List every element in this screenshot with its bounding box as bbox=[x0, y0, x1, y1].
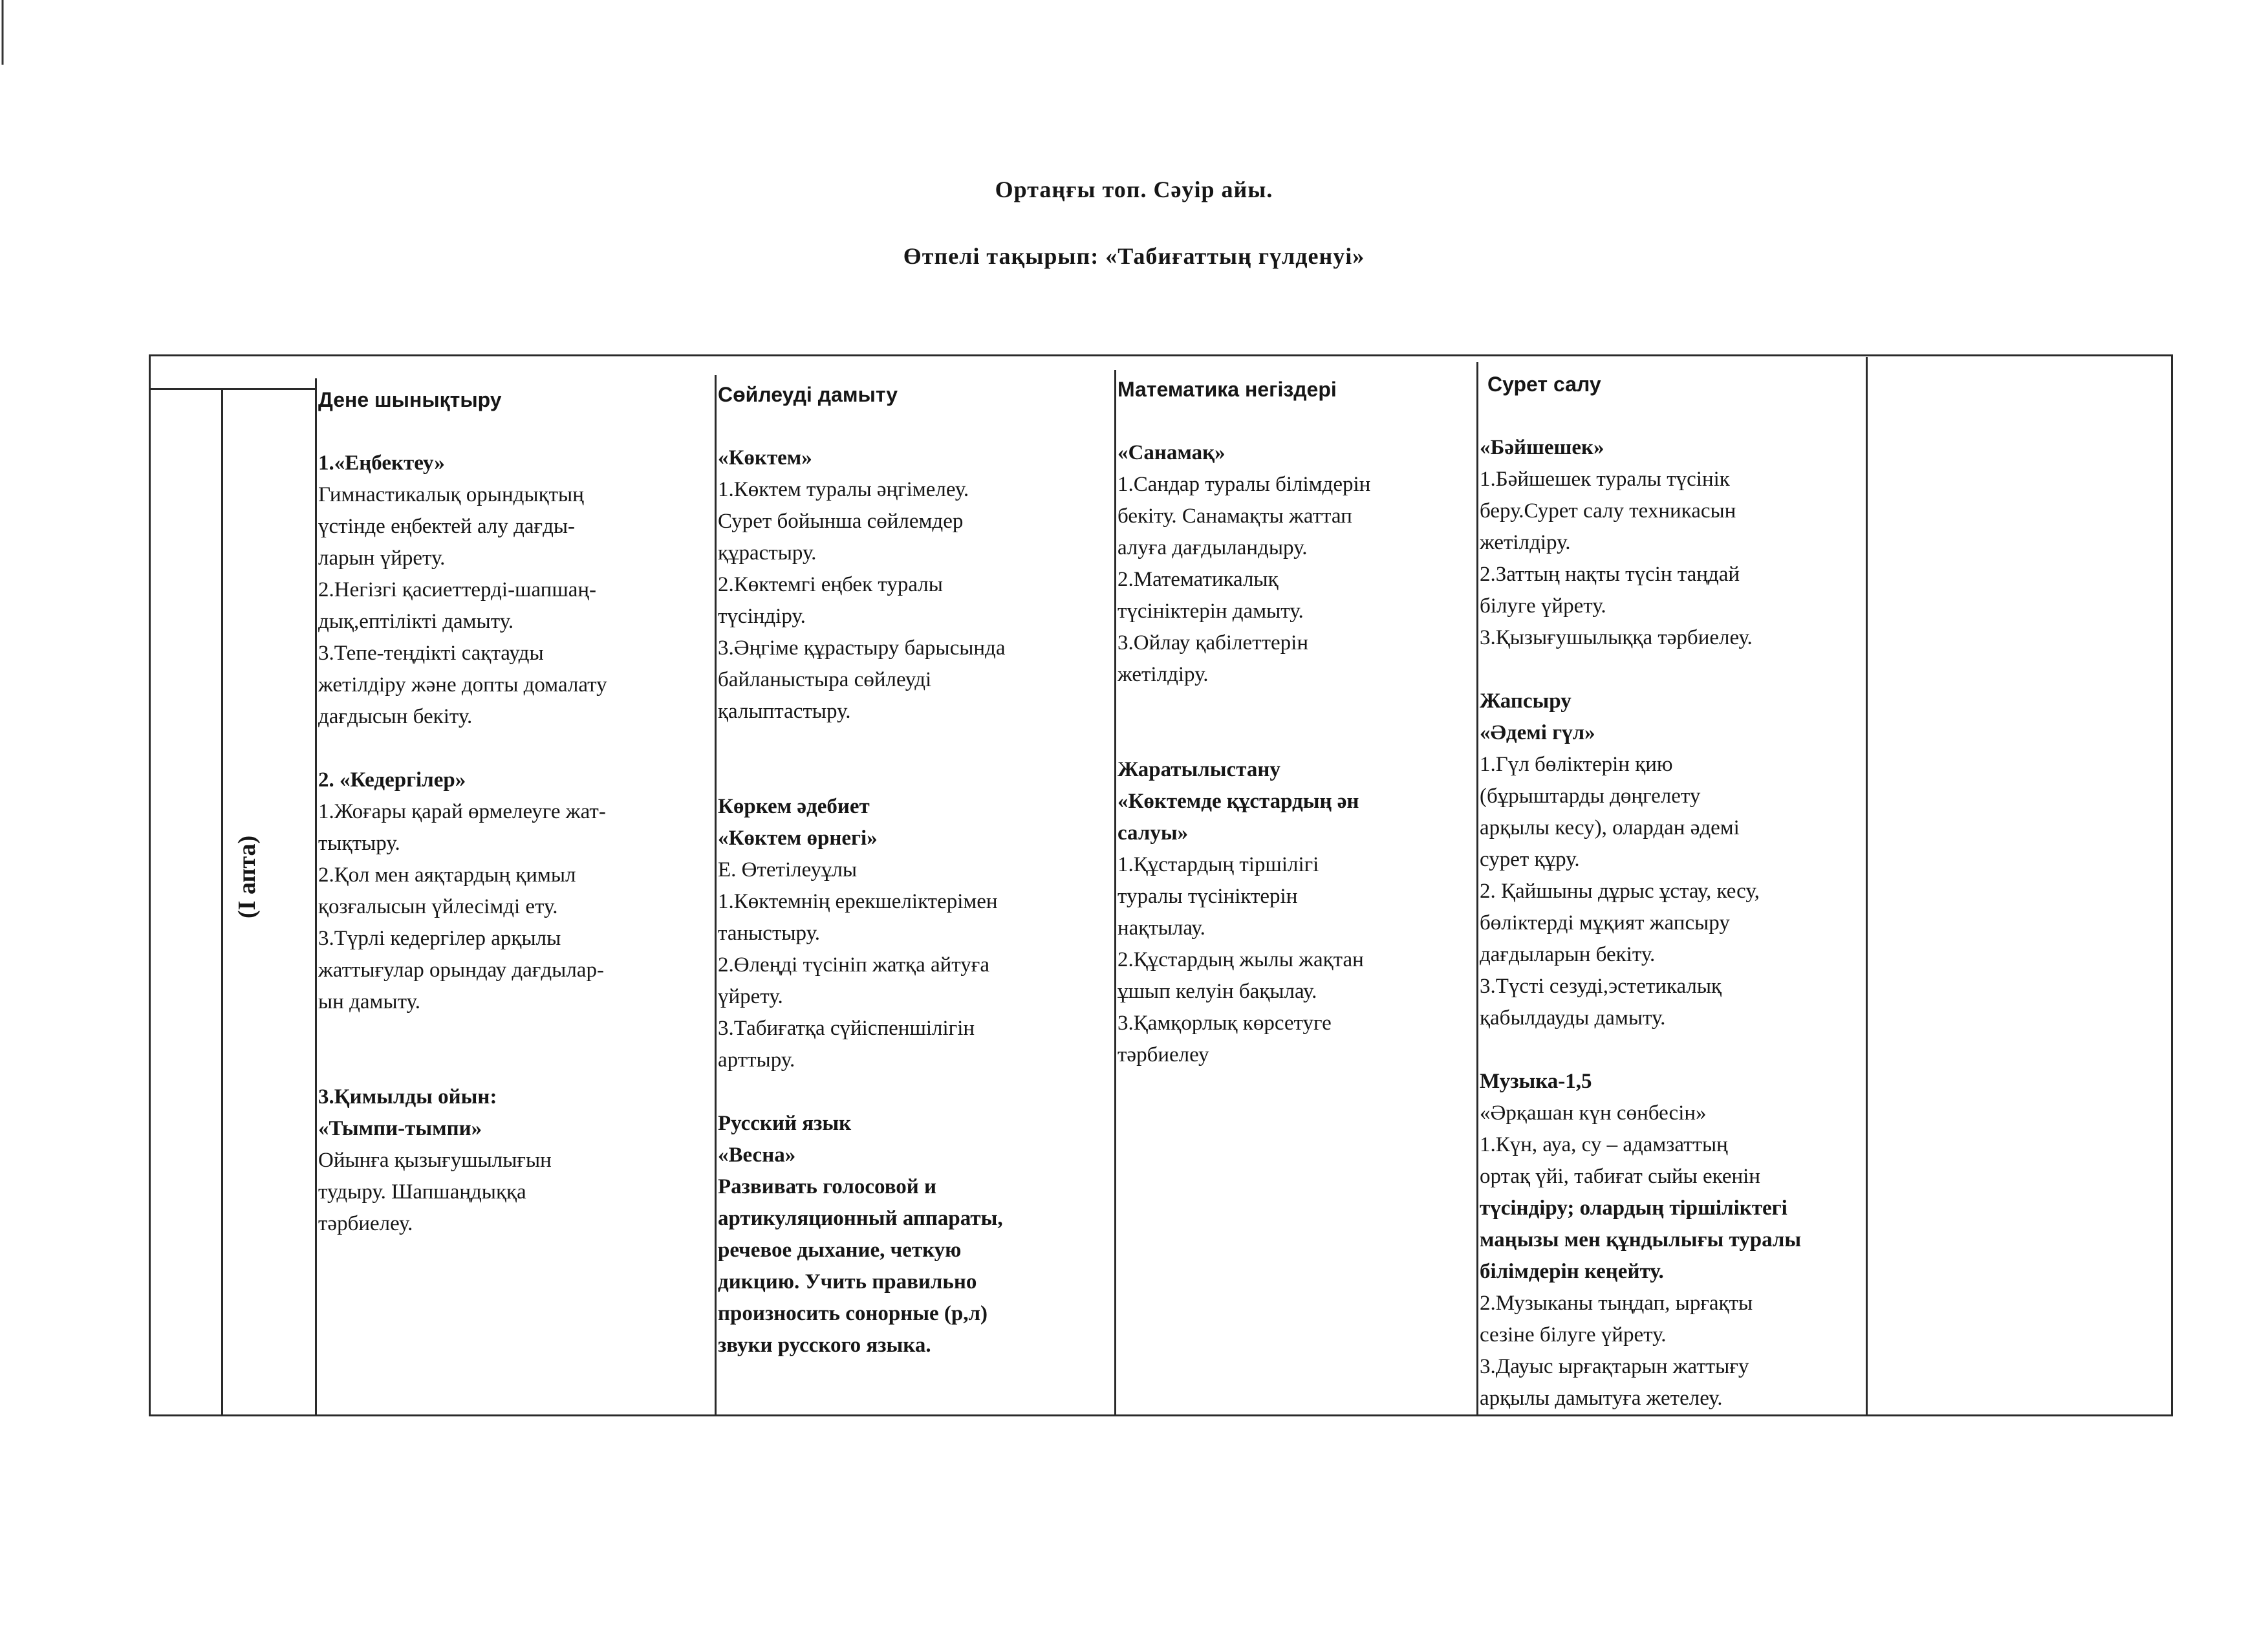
column-empty bbox=[1869, 362, 2170, 1410]
text-line: Сурет бойынша сөйлемдер bbox=[718, 510, 964, 533]
text-line: 3.Табиғатқа сүйіспеншілігін bbox=[718, 1017, 975, 1040]
text-line: 1.Көктем туралы әңгімелеу. bbox=[718, 478, 969, 501]
text-line: жетілдіру және допты домалату bbox=[318, 673, 607, 697]
text-line: звуки русского языка. bbox=[718, 1334, 931, 1357]
text-line: ортақ үйі, табиғат сыйы екенін bbox=[1480, 1165, 1760, 1188]
topic-title: 3.Қимылды ойын: bbox=[318, 1085, 497, 1109]
text-line: нақтылау. bbox=[1118, 916, 1205, 940]
subject-heading: Дене шынықтыру bbox=[318, 388, 502, 411]
topic-title: «Бәйшешек» bbox=[1480, 436, 1604, 459]
text-line: 1.Гүл бөліктерін қию bbox=[1480, 753, 1673, 776]
text-line: байланыстыра сөйлеуді bbox=[718, 668, 932, 691]
page-title: Ортаңғы топ. Сәуір айы. bbox=[995, 177, 1273, 202]
text-line: түсініктерін дамыту. bbox=[1118, 600, 1304, 623]
text-line: 1.Жоғары қарай өрмелеуге жат- bbox=[318, 800, 606, 823]
text-line: 2.Заттың нақты түсін таңдай bbox=[1480, 563, 1740, 586]
text-line: 2.Қол мен аяқтардың қимыл bbox=[318, 863, 576, 887]
text-line: 2.Көктемгі еңбек туралы bbox=[718, 573, 943, 596]
text-line: жетілдіру. bbox=[1480, 531, 1571, 554]
table-divider bbox=[715, 375, 717, 1416]
topic-title: 1.«Еңбектеу» bbox=[318, 451, 445, 475]
text-line: Е. Өтетілеуұлы bbox=[718, 858, 858, 882]
text-line: 3.Түрлі кедергілер арқылы bbox=[318, 927, 561, 950]
text-line: 3.Түсті сезуді,эстетикалық bbox=[1480, 975, 1722, 998]
text-line: дағдыларын бекіту. bbox=[1480, 943, 1656, 966]
text-line: 1.Бәйшешек туралы түсінік bbox=[1480, 468, 1730, 491]
subject-heading: Сөйлеуді дамыту bbox=[718, 383, 898, 406]
text-line: 1.Сандар туралы білімдерін bbox=[1118, 473, 1371, 496]
page-subtitle: Өтпелі тақырып: «Табиғаттың гүлденуі» bbox=[903, 243, 1365, 269]
table-divider bbox=[1114, 370, 1116, 1416]
text-line: арқылы кесу), олардан әдемі bbox=[1480, 816, 1740, 839]
text-line: 3.Ойлау қабілеттерін bbox=[1118, 631, 1309, 655]
text-line: ларын үйрету. bbox=[318, 547, 446, 570]
text-line: 2.Негізгі қасиеттерді-шапшаң- bbox=[318, 578, 597, 601]
text-line: алуға дағдыландыру. bbox=[1118, 536, 1308, 559]
topic-title: «Санамақ» bbox=[1118, 441, 1226, 464]
topic-title: «Көктем өрнегі» bbox=[718, 827, 878, 850]
table-divider bbox=[221, 388, 223, 1416]
text-line: артикуляционный аппараты, bbox=[718, 1207, 1003, 1230]
text-line: 2.Құстардың жылы жақтан bbox=[1118, 948, 1364, 971]
text-line: қозғалысын үйлесімді ету. bbox=[318, 895, 558, 918]
column-mathematics bbox=[1118, 374, 1476, 1071]
topic-title: салуы» bbox=[1118, 821, 1189, 845]
topic-title: «Көктемде құстардың ән bbox=[1118, 790, 1359, 813]
text-line: қабылдауды дамыту. bbox=[1480, 1006, 1666, 1030]
topic-title: 2. «Кедергілер» bbox=[318, 768, 466, 792]
text-line: маңызы мен құндылығы туралы bbox=[1480, 1228, 1802, 1251]
text-line: ын дамыту. bbox=[318, 990, 421, 1013]
text-line: таныстыру. bbox=[718, 922, 821, 945]
text-line: 1.Күн, ауа, су – адамзаттың bbox=[1480, 1133, 1728, 1156]
text-line: арқылы дамытуға жетелеу. bbox=[1480, 1387, 1723, 1410]
text-line: сезіне білуге үйрету. bbox=[1480, 1323, 1667, 1347]
text-line: 3.Тепе-теңдікті сақтауды bbox=[318, 642, 544, 665]
scan-corner-mark bbox=[0, 0, 19, 65]
table-divider bbox=[1476, 362, 1478, 1416]
topic-title: Көркем әдебиет bbox=[718, 795, 870, 818]
text-line: 2.Өлеңді түсініп жатқа айтуға bbox=[718, 953, 989, 977]
table-row-line bbox=[149, 388, 315, 390]
text-line: білуге үйрету. bbox=[1480, 594, 1606, 618]
text-line: жетілдіру. bbox=[1118, 663, 1209, 686]
text-line: түсіндіру. bbox=[718, 605, 806, 628]
column-drawing bbox=[1480, 369, 1865, 1414]
topic-title: «Весна» bbox=[718, 1143, 796, 1167]
topic-title: «Көктем» bbox=[718, 446, 812, 470]
week-label: (І апта) bbox=[233, 835, 261, 918]
topic-title: Жаратылыстану bbox=[1118, 758, 1280, 781]
text-line: білімдерін кеңейту. bbox=[1480, 1260, 1664, 1283]
text-line: 1.Құстардың тіршілігі bbox=[1118, 853, 1319, 876]
topic-title: «Әдемі гүл» bbox=[1480, 721, 1595, 744]
text-line: жаттығулар орындау дағдылар- bbox=[318, 958, 604, 982]
text-line: дық,ептілікті дамыту. bbox=[318, 610, 514, 633]
text-line: (бұрыштарды дөңгелету bbox=[1480, 785, 1701, 808]
text-line: түсіндіру; олардың тіршіліктегі bbox=[1480, 1196, 1787, 1220]
text-line: ұшып келуін бақылау. bbox=[1118, 980, 1317, 1003]
text-line: туралы түсініктерін bbox=[1118, 885, 1298, 908]
text-line: 1.Көктемнің ерекшеліктерімен bbox=[718, 890, 998, 913]
text-line: 3.Дауыс ырғақтарын жаттығу bbox=[1480, 1355, 1749, 1378]
text-line: 2.Математикалық bbox=[1118, 568, 1279, 591]
column-physical-education bbox=[318, 384, 714, 1240]
topic-title: Жапсыру bbox=[1480, 689, 1571, 713]
topic-title: Музыка-1,5 bbox=[1480, 1070, 1592, 1093]
column-speech-development bbox=[718, 379, 1114, 1361]
table-divider bbox=[1866, 357, 1868, 1416]
text-line: сурет құру. bbox=[1480, 848, 1580, 871]
text-line: 2. Қайшыны дұрыс ұстау, кесу, bbox=[1480, 880, 1760, 903]
text-line: үйрету. bbox=[718, 985, 783, 1008]
text-line: Развивать голосовой и bbox=[718, 1175, 937, 1198]
text-line: тәрбиелеу bbox=[1118, 1043, 1209, 1067]
text-line: тудыру. Шапшаңдыққа bbox=[318, 1180, 526, 1204]
text-line: Гимнастикалық орындықтың bbox=[318, 483, 584, 506]
text-line: дикцию. Учить правильно bbox=[718, 1270, 977, 1294]
text-line: дағдысын бекіту. bbox=[318, 705, 473, 728]
text-line: 2.Музыканы тыңдап, ырғақты bbox=[1480, 1292, 1753, 1315]
text-line: құрастыру. bbox=[718, 541, 817, 565]
subject-heading: Сурет салу bbox=[1487, 373, 1601, 396]
text-line: 3.Әңгіме құрастыру барысында bbox=[718, 636, 1006, 660]
text-line: 3.Қамқорлық көрсетуге bbox=[1118, 1012, 1332, 1035]
topic-title: «Тымпи-тымпи» bbox=[318, 1117, 482, 1140]
text-line: бөліктерді мұқият жапсыру bbox=[1480, 911, 1730, 935]
text-line: беру.Сурет салу техникасын bbox=[1480, 499, 1736, 523]
text-line: тәрбиелеу. bbox=[318, 1212, 413, 1235]
subject-heading: Математика негіздері bbox=[1118, 378, 1337, 401]
text-line: произносить сонорные (р,л) bbox=[718, 1302, 988, 1325]
text-line: бекіту. Санамақты жаттап bbox=[1118, 504, 1352, 528]
table-divider bbox=[315, 378, 317, 1416]
text-line: речевое дыхание, четкую bbox=[718, 1239, 962, 1262]
text-line: Ойынға қызығушылығын bbox=[318, 1149, 552, 1172]
text-line: қалыптастыру. bbox=[718, 700, 851, 723]
text-line: тықтыру. bbox=[318, 832, 400, 855]
topic-title: Русский язык bbox=[718, 1112, 852, 1135]
text-line: үстінде еңбектей алу дағды- bbox=[318, 515, 576, 538]
text-line: «Әрқашан күн сөнбесін» bbox=[1480, 1101, 1707, 1125]
text-line: арттыру. bbox=[718, 1048, 795, 1072]
text-line: 3.Қызығушылыққа тәрбиелеу. bbox=[1480, 626, 1753, 649]
